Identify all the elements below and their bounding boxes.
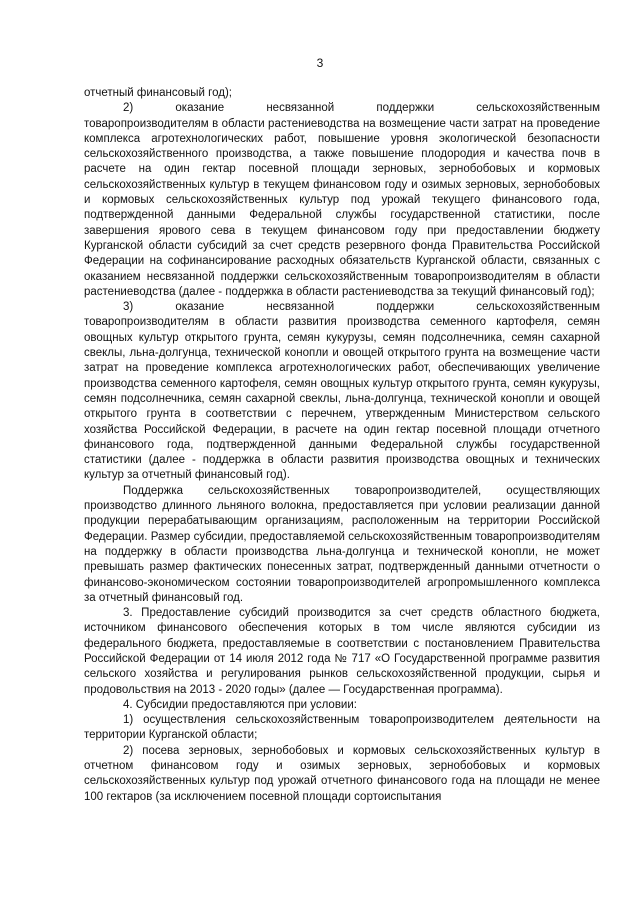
paragraph: 2) посева зерновых, зернобобовых и кормовых сельскохозяйственных культур в отчетном финансовом году и озимых зерновых, зернобобовых и кормовых сельскохозяйственных культур под урожай отчетного финансового года на площади не менее 100 гектаров (за исключением посевной площади сортоиспытания	[84, 744, 600, 803]
paragraph: 3. Предоставление субсидий производится за счет средств областного бюджета, источником финансового обеспечения которых в том числе являются субсидии из федерального бюджета, предоставляемые в соответствии с постановлением Правительства Российской Федерации от 14 июля 2012 года № 717 «О Государственной программе развития сельского хозяйства и регулирования рынков сельскохозяйственной продукции, сырья и продовольствия на 2013 - 2020 годы» (далее — Государственная программа).	[84, 607, 600, 696]
paragraph: 2) оказание несвязанной поддержки сельскохозяйственным	[123, 102, 600, 115]
paragraph: товаропроизводителям в области растениеводства на возмещение части затрат на проведение комплекса агротехнологических работ, повышение уровня экологической безопасности сельскохозяйственного производства, а также повышение плодородия и качества почв в расчете на один гектар посевной площади зерновых, зернобобовых и кормовых сельскохозяйственных культур в текущем финансовом году и озимых зерновых, зернобобовых и кормовых сельскохозяйственных культур под урожай текущего финансового года, подтвержденной данными Федеральной службы государственной статистики, после завершения ярового сева в текущем финансовом году при предоставлении бюджету Курганской области субсидий за счет средств резервного фонда Правительства Российской Федерации на софинансирование расходных обязательств Курганской области, связанных с оказанием несвязанной поддержки сельскохозяйственным товаропроизводителям в области растениеводства (далее - поддержка в области растениеводства за текущий финансовый год);	[84, 117, 600, 298]
page-number: 3	[316, 56, 324, 70]
document-body	[84, 86, 600, 805]
paragraph: 3) оказание несвязанной поддержки сельскохозяйственным	[123, 301, 600, 314]
paragraph: 4. Субсидии предоставляются при условии:	[123, 698, 357, 711]
paragraph: Поддержка сельскохозяйственных товаропроизводителей, осуществляющих производство длинного льняного волокна, предоставляется при условии реализации данной продукции перерабатывающим организациям, расположенным на территории Российской Федерации. Размер субсидии, предоставляемой сельскохозяйственным товаропроизводителям на поддержку в области производства льна-долгунца и технической конопли, не может превышать размер фактических понесенных затрат, подтвержденный данными отчетности о финансово-экономическом состоянии товаропроизводителей агропромышленного комплекса за отчетный финансовый год.	[84, 484, 600, 604]
paragraph: товаропроизводителям в области развития производства семенного картофеля, семян овощных культур открытого грунта, семян кукурузы, семян подсолнечника, семян сахарной свеклы, льна-долгунца, технической конопли и овощей открытого грунта на возмещение части затрат на проведение комплекса агротехнологических работ, обеспечивающих увеличение производства семенного картофеля, семян овощных культур открытого грунта, семян кукурузы, семян подсолнечника, семян сахарной свеклы, льна-долгунца, технической конопли и овощей открытого грунта в соответствии с перечнем, утвержденным Министерством сельского хозяйства Российской Федерации, в расчете на один гектар посевной площади отчетного финансового года, подтвержденной данными Федеральной службы государственной статистики (далее - поддержка в области развития производства овощных и технических культур за отчетный финансовый год).	[84, 316, 600, 482]
paragraph: отчетный финансовый год);	[84, 87, 232, 99]
paragraph: 1) осуществления сельскохозяйственным товаропроизводителем деятельности на территории Курганской области;	[84, 714, 600, 742]
